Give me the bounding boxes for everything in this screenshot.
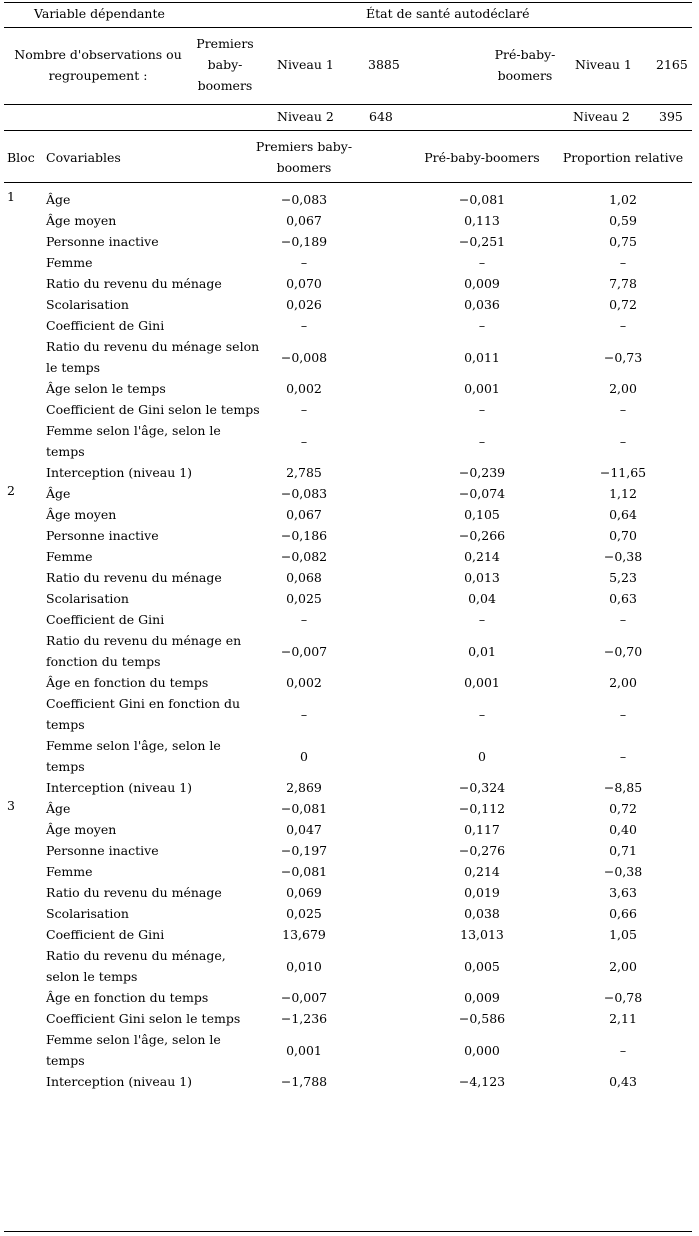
value-premiers-baby-boomers: 0 — [300, 748, 308, 764]
bloc-number: 1 — [7, 189, 15, 204]
value-pre-baby-boomers: 0,214 — [464, 864, 500, 879]
column-covariables: Covariables — [46, 150, 121, 165]
value-proportion-relative: 7,78 — [609, 276, 637, 291]
value-premiers-baby-boomers: 0,026 — [286, 297, 322, 312]
covariable-label: Coefficient de Gini — [46, 612, 165, 627]
value-pre-baby-boomers: 0,01 — [468, 643, 496, 659]
covariable-label: Personne inactive — [46, 843, 159, 858]
value-pre-baby-boomers: −0,586 — [458, 1011, 506, 1026]
column-proportion-relative: Proportion relative — [562, 150, 684, 165]
value-premiers-baby-boomers: −0,083 — [280, 192, 328, 207]
covariable-label: Ratio du revenu du ménage en fonction du temps — [46, 633, 242, 669]
header-rule-2 — [4, 104, 692, 105]
value-pre-baby-boomers: 0,011 — [464, 349, 500, 365]
covariable-label: Âge moyen — [46, 507, 117, 522]
value-premiers-baby-boomers: −0,189 — [280, 234, 328, 249]
value-proportion-relative: – — [619, 433, 627, 449]
value-pre-baby-boomers: – — [478, 433, 486, 449]
value-pre-baby-boomers: −4,123 — [458, 1074, 506, 1089]
bloc-number: 3 — [7, 798, 15, 813]
value-premiers-baby-boomers: – — [300, 706, 308, 722]
header-rule-1 — [4, 27, 692, 28]
value-premiers-baby-boomers: 0,068 — [286, 570, 322, 585]
covariable-label: Ratio du revenu du ménage, selon le temps — [46, 948, 226, 984]
group2-name: Pré-baby-boomers — [494, 47, 556, 83]
value-premiers-baby-boomers: −1,236 — [280, 1011, 328, 1026]
covariable-label: Ratio du revenu du ménage — [46, 276, 222, 291]
value-pre-baby-boomers: 0,214 — [464, 549, 500, 564]
value-premiers-baby-boomers: 0,025 — [286, 906, 322, 921]
covariable-label: Âge — [46, 192, 71, 207]
covariable-label: Ratio du revenu du ménage selon le temps — [46, 339, 260, 375]
value-pre-baby-boomers: −0,251 — [458, 234, 506, 249]
covariable-label: Femme — [46, 864, 93, 879]
value-proportion-relative: −0,70 — [603, 643, 643, 659]
covariable-label: Coefficient de Gini — [46, 927, 165, 942]
value-premiers-baby-boomers: −0,007 — [280, 643, 328, 659]
value-proportion-relative: 1,12 — [609, 486, 637, 501]
covariable-label: Coefficient Gini selon le temps — [46, 1011, 241, 1026]
value-proportion-relative: – — [619, 748, 627, 764]
covariable-label: Scolarisation — [46, 906, 129, 921]
covariable-label: Coefficient Gini en fonction du temps — [46, 696, 241, 732]
value-pre-baby-boomers: 0,04 — [468, 591, 496, 606]
value-premiers-baby-boomers: 0,001 — [286, 1042, 322, 1058]
covariable-label: Scolarisation — [46, 591, 129, 606]
value-proportion-relative: – — [619, 612, 627, 627]
dependent-variable-label: Variable dépendante — [34, 6, 165, 21]
value-proportion-relative: – — [619, 318, 627, 333]
value-pre-baby-boomers: – — [478, 612, 486, 627]
value-pre-baby-boomers: 13,013 — [460, 927, 504, 942]
value-pre-baby-boomers: 0,113 — [464, 213, 500, 228]
covariable-label: Âge en fonction du temps — [46, 990, 209, 1005]
value-pre-baby-boomers: 0,001 — [464, 675, 500, 690]
value-premiers-baby-boomers: 0,070 — [286, 276, 322, 291]
column-header-rule — [4, 182, 692, 183]
value-proportion-relative: 0,59 — [609, 213, 637, 228]
value-pre-baby-boomers: −0,074 — [458, 486, 506, 501]
value-proportion-relative: 1,02 — [609, 192, 637, 207]
value-pre-baby-boomers: −0,239 — [458, 465, 506, 480]
group1-name: Premiers baby-boomers — [196, 36, 254, 93]
covariable-label: Personne inactive — [46, 528, 159, 543]
value-premiers-baby-boomers: −0,007 — [280, 990, 328, 1005]
value-pre-baby-boomers: 0,009 — [464, 276, 500, 291]
value-pre-baby-boomers: 0,038 — [464, 906, 500, 921]
value-premiers-baby-boomers: 0,047 — [286, 822, 322, 837]
value-proportion-relative: 0,64 — [609, 507, 637, 522]
covariable-label: Âge en fonction du temps — [46, 675, 209, 690]
value-pre-baby-boomers: – — [478, 255, 486, 270]
covariable-label: Femme selon l'âge, selon le temps — [46, 423, 221, 459]
value-premiers-baby-boomers: −0,197 — [280, 843, 328, 858]
covariable-label: Femme — [46, 549, 93, 564]
value-premiers-baby-boomers: 0,067 — [286, 213, 322, 228]
value-proportion-relative: 2,00 — [609, 958, 637, 974]
value-proportion-relative: 0,43 — [609, 1074, 637, 1089]
covariable-label: Femme — [46, 255, 93, 270]
value-premiers-baby-boomers: 0,002 — [286, 675, 322, 690]
g2-level2-count: 395 — [659, 109, 683, 124]
value-pre-baby-boomers: 0 — [478, 748, 486, 764]
covariable-label: Âge — [46, 801, 71, 816]
value-proportion-relative: 0,63 — [609, 591, 637, 606]
value-proportion-relative: −0,38 — [603, 864, 643, 879]
bottom-rule — [4, 1231, 692, 1232]
value-premiers-baby-boomers: 13,679 — [282, 927, 326, 942]
value-proportion-relative: – — [619, 255, 627, 270]
header-rule-3 — [4, 130, 692, 131]
value-premiers-baby-boomers: – — [300, 255, 308, 270]
covariable-label: Coefficient de Gini — [46, 318, 165, 333]
covariable-label: Interception (niveau 1) — [46, 1074, 193, 1089]
value-proportion-relative: −8,85 — [603, 780, 643, 795]
value-pre-baby-boomers: 0,000 — [464, 1042, 500, 1058]
covariable-label: Femme selon l'âge, selon le temps — [46, 1032, 221, 1068]
covariable-label: Coefficient de Gini selon le temps — [46, 402, 260, 417]
value-pre-baby-boomers: −0,112 — [458, 801, 506, 816]
value-proportion-relative: 5,23 — [609, 570, 637, 585]
bloc-number: 2 — [7, 483, 15, 498]
covariable-label: Âge selon le temps — [46, 381, 166, 396]
covariable-label: Âge moyen — [46, 213, 117, 228]
value-proportion-relative: −0,38 — [603, 549, 643, 564]
value-premiers-baby-boomers: −0,082 — [280, 549, 328, 564]
value-pre-baby-boomers: – — [478, 706, 486, 722]
value-proportion-relative: – — [619, 706, 627, 722]
value-premiers-baby-boomers: 0,025 — [286, 591, 322, 606]
value-premiers-baby-boomers: −0,081 — [280, 801, 328, 816]
value-pre-baby-boomers: 0,013 — [464, 570, 500, 585]
value-proportion-relative: – — [619, 1042, 627, 1058]
covariable-label: Personne inactive — [46, 234, 159, 249]
covariable-label: Ratio du revenu du ménage — [46, 885, 222, 900]
value-premiers-baby-boomers: – — [300, 402, 308, 417]
value-premiers-baby-boomers: 2,785 — [286, 465, 322, 480]
covariable-label: Interception (niveau 1) — [46, 780, 193, 795]
covariable-label: Interception (niveau 1) — [46, 465, 193, 480]
value-premiers-baby-boomers: – — [300, 433, 308, 449]
g2-level1-label: Niveau 1 — [575, 57, 632, 72]
value-premiers-baby-boomers: 0,010 — [286, 958, 322, 974]
value-proportion-relative: 0,72 — [609, 297, 637, 312]
value-proportion-relative: – — [619, 402, 627, 417]
value-premiers-baby-boomers: – — [300, 612, 308, 627]
value-proportion-relative: 0,70 — [609, 528, 637, 543]
value-proportion-relative: −11,65 — [599, 465, 647, 480]
value-premiers-baby-boomers: – — [300, 318, 308, 333]
value-premiers-baby-boomers: 0,069 — [286, 885, 322, 900]
value-proportion-relative: −0,73 — [603, 349, 643, 365]
value-premiers-baby-boomers: 0,067 — [286, 507, 322, 522]
covariable-label: Scolarisation — [46, 297, 129, 312]
g2-level1-count: 2165 — [656, 57, 688, 72]
value-pre-baby-boomers: −0,324 — [458, 780, 506, 795]
column-pre-baby-boomers: Pré-baby-boomers — [424, 150, 540, 165]
observations-label: Nombre d'observations ou regroupement : — [14, 47, 182, 83]
value-premiers-baby-boomers: −1,788 — [280, 1074, 328, 1089]
value-pre-baby-boomers: 0,009 — [464, 990, 500, 1005]
value-pre-baby-boomers: −0,276 — [458, 843, 506, 858]
covariable-label: Âge moyen — [46, 822, 117, 837]
value-pre-baby-boomers: 0,019 — [464, 885, 500, 900]
value-proportion-relative: 0,40 — [609, 822, 637, 837]
covariable-label: Ratio du revenu du ménage — [46, 570, 222, 585]
value-pre-baby-boomers: 0,105 — [464, 507, 500, 522]
value-pre-baby-boomers: 0,117 — [464, 822, 500, 837]
value-premiers-baby-boomers: −0,008 — [280, 349, 328, 365]
value-pre-baby-boomers: 0,001 — [464, 381, 500, 396]
value-proportion-relative: 2,00 — [609, 381, 637, 396]
value-proportion-relative: 0,66 — [609, 906, 637, 921]
value-premiers-baby-boomers: 0,002 — [286, 381, 322, 396]
value-pre-baby-boomers: −0,266 — [458, 528, 506, 543]
value-pre-baby-boomers: – — [478, 402, 486, 417]
value-proportion-relative: 0,72 — [609, 801, 637, 816]
value-premiers-baby-boomers: −0,186 — [280, 528, 328, 543]
value-premiers-baby-boomers: −0,083 — [280, 486, 328, 501]
value-proportion-relative: 0,75 — [609, 234, 637, 249]
covariable-label: Femme selon l'âge, selon le temps — [46, 738, 221, 774]
column-bloc: Bloc — [7, 150, 35, 165]
g1-level1-count: 3885 — [368, 57, 400, 72]
g2-level2-label: Niveau 2 — [573, 109, 630, 124]
value-proportion-relative: 2,00 — [609, 675, 637, 690]
value-proportion-relative: −0,78 — [603, 990, 643, 1005]
g1-level2-count: 648 — [369, 109, 393, 124]
dependent-variable-value: État de santé autodéclaré — [366, 6, 530, 21]
value-pre-baby-boomers: 0,036 — [464, 297, 500, 312]
value-proportion-relative: 2,11 — [609, 1011, 637, 1026]
value-pre-baby-boomers: – — [478, 318, 486, 333]
value-pre-baby-boomers: −0,081 — [458, 192, 506, 207]
value-proportion-relative: 3,63 — [609, 885, 637, 900]
g1-level2-label: Niveau 2 — [277, 109, 334, 124]
value-premiers-baby-boomers: −0,081 — [280, 864, 328, 879]
value-premiers-baby-boomers: 2,869 — [286, 780, 322, 795]
covariable-label: Âge — [46, 486, 71, 501]
g1-level1-label: Niveau 1 — [277, 57, 334, 72]
value-proportion-relative: 1,05 — [609, 927, 637, 942]
value-proportion-relative: 0,71 — [609, 843, 637, 858]
column-premiers-baby-boomers: Premiers baby-boomers — [255, 139, 353, 175]
value-pre-baby-boomers: 0,005 — [464, 958, 500, 974]
